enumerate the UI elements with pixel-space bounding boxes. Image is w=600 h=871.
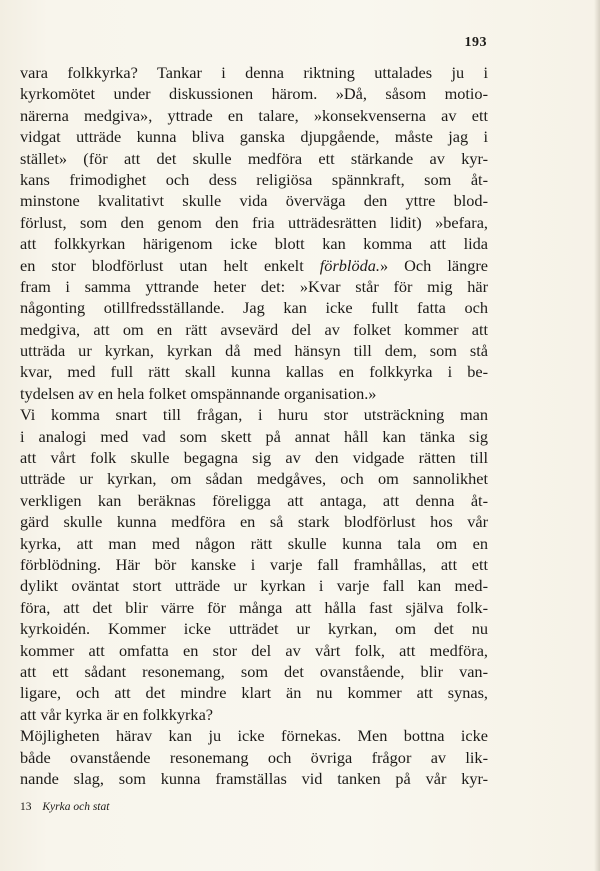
text-line: tydelsen av en hela folket omspännande organisation.» <box>20 383 377 403</box>
text-line: både ovanstående resonemang och övriga frågor av lik- <box>20 747 488 767</box>
text-line: närerna medgiva», yttrade en talare, »konsekvenserna av ett <box>20 105 488 125</box>
text-line: någonting otillfredsställande. Jag kan icke fullt fatta och <box>20 298 488 318</box>
text-line: kyrka, att man med någon rätt skulle kunna tala om en <box>20 533 488 553</box>
text-line: förlust, som den genom den fria utträdesrätten lidit) »befara, <box>20 212 488 232</box>
text-line: verkligen kan beräknas föreligga att antaga, att denna åt- <box>20 490 488 510</box>
page-footer <box>20 801 109 813</box>
text-line: Möjligheten härav kan ju icke förnekas. Men bottna icke <box>20 726 488 746</box>
text-line: kvar, med full rätt skall kunna kallas en folkkyrka i be- <box>20 362 488 382</box>
text-line: kans frimodighet och dess religiösa spännkraft, som åt- <box>20 169 488 189</box>
text-line: kyrkoidén. Kommer icke utträdet ur kyrkan, om det nu <box>20 619 488 639</box>
page-number: 193 <box>464 35 487 50</box>
text-line: att vårt folk skulle begagna sig av den vidgade rätten till <box>20 448 488 468</box>
text-line: att ett sådant resonemang, som det ovanstående, blir van- <box>20 661 488 681</box>
text-line: gärd skulle kunna medföra en så stark blodförlust hos vår <box>20 512 488 532</box>
text-line: vidgat utträde kunna bliva ganska djupgående, måste jag i <box>20 127 488 147</box>
emphasis: förblöda. <box>319 255 380 275</box>
text-line: utträde ur kyrkan, om sådan medgåves, och om sannolikhet <box>20 469 488 489</box>
text-line: kommer att omfatta en stor del av vårt folk, att medföra, <box>20 640 488 660</box>
page-edge-shadow <box>594 0 600 871</box>
text-line: Vi komma snart till frågan, i huru stor utsträckning man <box>20 405 488 425</box>
text-line: stället» (för att det skulle medföra ett stärkande av kyr- <box>20 148 488 168</box>
text-line: dylikt oväntat stort utträde ur kyrkan i varje fall kan med- <box>20 576 488 596</box>
footer-title: Kyrka och stat <box>42 801 110 813</box>
text-line: föra, att det blir värre för många att hålla fast själva folk- <box>20 597 488 617</box>
text-line: vara folkkyrka? Tankar i denna riktning uttalades ju i <box>20 63 488 82</box>
text-line: kyrkomötet under diskussionen härom. »Då, såsom motio- <box>20 84 488 104</box>
text-line: ligare, och att det mindre klart än nu kommer att synas, <box>20 683 488 703</box>
text-line: att folkkyrkan härigenom icke blott kan komma att lida <box>20 234 488 254</box>
text-line: i analogi med vad som skett på annat håll kan tänka sig <box>20 426 488 446</box>
text-line: utträda ur kyrkan, kyrkan då med hänsyn till dem, som stå <box>20 341 488 361</box>
text-line: fram i samma yttrande heter det: »Kvar står för mig här <box>20 276 488 296</box>
text-line: minstone kvalitativt skulle vida överväga den yttre blod- <box>20 191 488 211</box>
text-line: att vår kyrka är en folkkyrka? <box>20 704 214 724</box>
footer-sheet-number: 13 <box>20 801 32 813</box>
text-line: en stor blodförlust utan helt enkelt förblöda.» Och längre <box>20 255 488 275</box>
text-line: medgiva, att om en rätt avsevärd del av folket kommer att <box>20 319 488 339</box>
text-line: förblödning. Här bör kanske i varje fall framhållas, att ett <box>20 554 488 574</box>
body-text <box>20 62 488 789</box>
text-line: nande slag, som kunna framställas vid tanken på vår kyr- <box>20 768 488 788</box>
